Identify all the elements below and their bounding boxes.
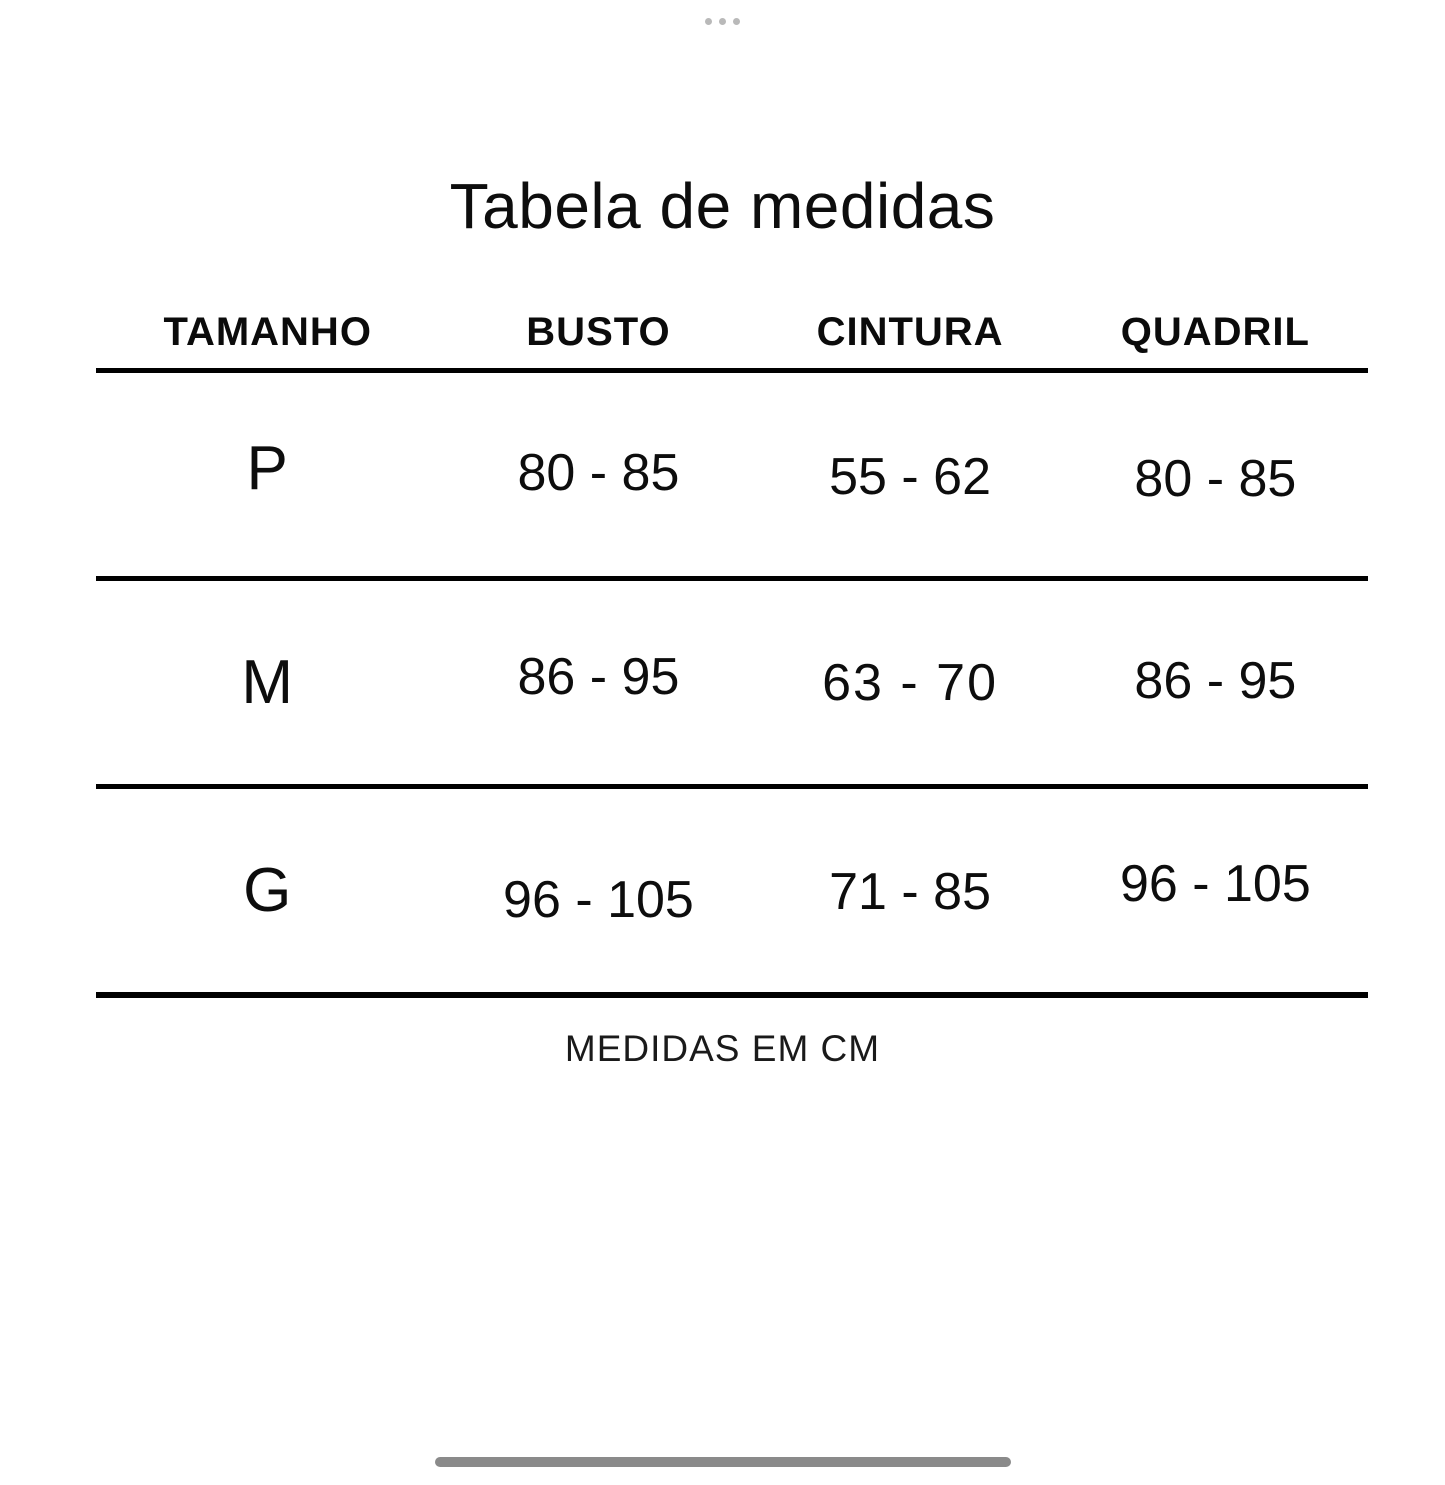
- cell-bust: 96 - 105: [503, 871, 694, 930]
- table-header-row: [96, 296, 1368, 371]
- cell-hip: 80 - 85: [1134, 449, 1297, 508]
- cell-size: M: [241, 648, 295, 717]
- units-note: MEDIDAS EM CM: [564, 1028, 881, 1069]
- size-table: [96, 296, 1368, 998]
- column-header-bust: BUSTO: [526, 309, 671, 354]
- cell-size: G: [243, 855, 293, 925]
- cell-waist: 71 - 85: [829, 863, 992, 922]
- page-title: Tabela de medidas: [449, 169, 996, 242]
- column-header-hip: QUADRIL: [1120, 309, 1310, 354]
- cell-hip: 86 - 95: [1134, 651, 1297, 710]
- dot-3: [733, 18, 740, 25]
- column-header-size: TAMANHO: [163, 309, 372, 354]
- cell-waist: 63 - 70: [822, 653, 999, 712]
- dot-1: [705, 18, 712, 25]
- table-row: [96, 371, 1368, 579]
- size-chart: [96, 296, 1368, 998]
- table-row: [96, 787, 1368, 995]
- cell-bust: 80 - 85: [517, 443, 680, 502]
- column-header-waist: CINTURA: [816, 309, 1004, 354]
- more-dots-icon[interactable]: [0, 14, 1445, 28]
- cell-hip: 96 - 105: [1119, 855, 1311, 914]
- table-row: [96, 579, 1368, 787]
- cell-bust: 86 - 95: [517, 647, 680, 706]
- cell-size: P: [246, 434, 289, 503]
- home-indicator[interactable]: [435, 1457, 1011, 1467]
- table-header: [96, 296, 1368, 371]
- dot-2: [719, 18, 726, 25]
- table-body: [96, 371, 1368, 995]
- cell-waist: 55 - 62: [829, 447, 992, 506]
